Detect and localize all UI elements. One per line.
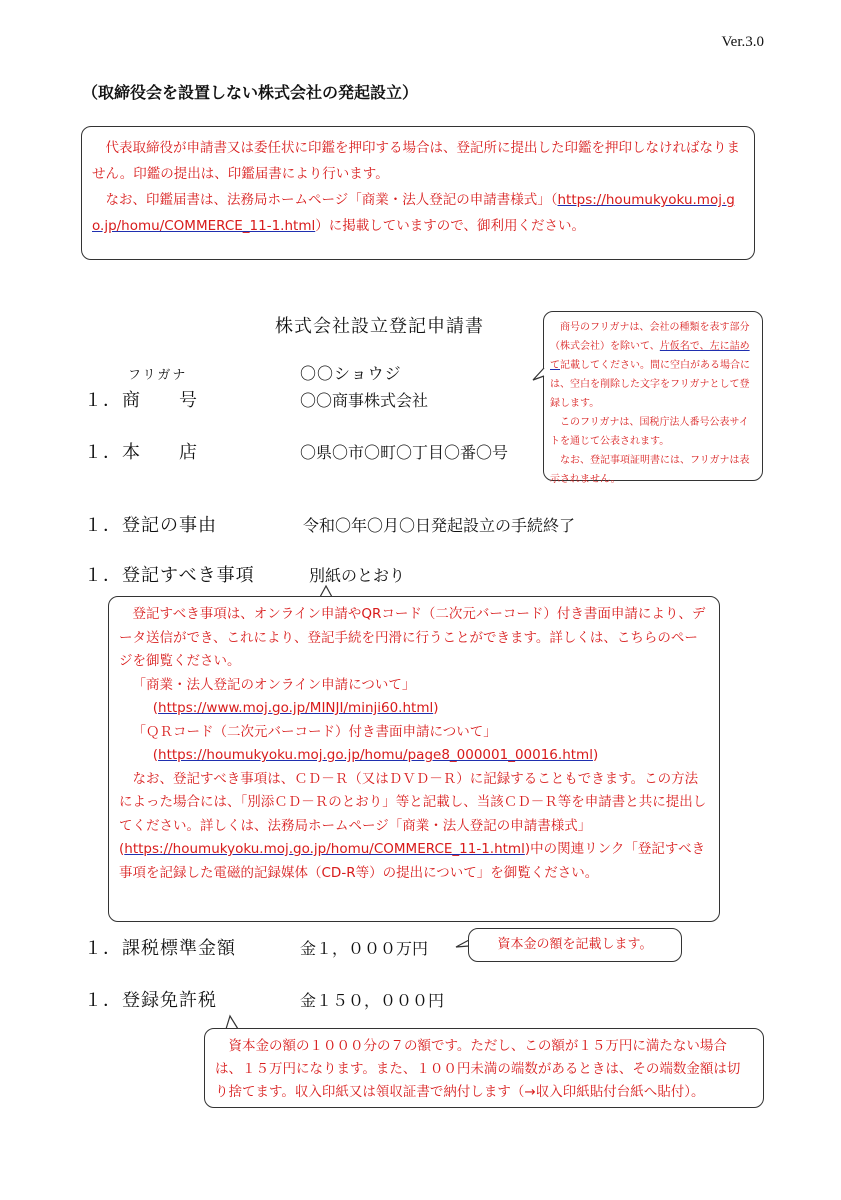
furigana-note-text-1 <box>550 318 756 413</box>
items-note-text-2-pre: なお、登記すべき事項は、ＣＤ－Ｒ（又はＤＶＤ－Ｒ）に記録することもできます。この方法によった場合には、「別添ＣＤ－Ｒのとおり」等と記載し、当該ＣＤ－Ｒ等を申請書と共に提出してください。詳しくは、法務局ホームページ「商業・法人登記の申請書様式」( <box>119 770 707 857</box>
online-application-link-line: (https://www.moj.go.jp/MINJI/minji60.html) <box>152 700 439 716</box>
version-label: Ver.3.0 <box>721 34 764 50</box>
registration-items-note <box>108 596 720 922</box>
seal-note-text-2-pre: なお、印鑑届書は、法務局ホームページ「商業・法人登記の申請書様式」（ <box>105 192 558 208</box>
document-title: 株式会社設立登記申請書 <box>275 316 484 337</box>
furigana-note-pre: 商号のフリガナは、会社の種類を表す部分（株式会社）を除いて、 <box>550 322 750 352</box>
license-tax-note <box>204 1028 764 1108</box>
license-tax-label: １．登録免許税 <box>84 990 217 1011</box>
capital-note: 資本金の額を記載します。 <box>468 928 682 962</box>
qr-application-link[interactable]: https://houmukyoku.moj.go.jp/homu/page8_000001_00016.html <box>158 747 593 763</box>
qr-application-title: 「ＱＲコード（二次元バーコード）付き書面申請について」 <box>132 723 497 740</box>
furigana-note-post: 記載してください。間に空白がある場合には、空白を削除した文字をフリガナとして登録します。 <box>550 360 750 409</box>
online-application-title: 「商業・法人登記のオンライン申請について」 <box>132 676 416 693</box>
trade-name-label: １．商 号 <box>84 390 198 411</box>
matters-value: 別紙のとおり <box>309 566 406 585</box>
seal-note-text-2-post: ）に掲載していますので、御利用ください。 <box>315 218 585 234</box>
matters-label: １．登記すべき事項 <box>84 565 255 586</box>
furigana-label: フリガナ <box>128 368 188 383</box>
commerce-forms-link[interactable]: https://houmukyoku.moj.go.jp/homu/COMMERCE_11-1.html <box>92 192 735 234</box>
furigana-note-emphasis: 片仮名で、左に詰めて <box>550 341 750 371</box>
taxable-amount-value: 金１，０００万円 <box>300 939 429 958</box>
furigana-note-text-2: このフリガナは、国税庁法人番号公表サイトを通じて公表されます。 <box>550 417 749 447</box>
taxable-amount-label: １．課税標準金額 <box>84 938 236 959</box>
document-subtitle: （取締役会を設置しない株式会社の発起設立） <box>82 83 419 102</box>
online-application-link[interactable]: https://www.moj.go.jp/MINJI/minji60.html <box>158 700 434 716</box>
furigana-note <box>543 311 763 485</box>
items-note-text-1: 登記すべき事項は、オンライン申請やQRコード（二次元バーコード）付き書面申請により、データ送信ができ、これにより、登記手続を円滑に行うことができます。詳しくは、こちらのページを御覧ください。 <box>119 606 706 669</box>
furigana-note-pointer <box>533 368 553 388</box>
commerce-forms-link-2[interactable]: https://houmukyoku.moj.go.jp/homu/COMMERCE_11-1.html <box>124 841 525 857</box>
head-office-label: １．本 店 <box>84 442 198 463</box>
license-tax-note-text: 資本金の額の１０００分の７の額です。ただし、この額が１５万円に満たない場合は、１５万円になります。また、１００円未満の端数があるときは、その端数金額は切り捨てます。収入印紙又は領収証書で納付します（→収入印紙貼付台紙へ貼付）。 <box>215 1038 741 1100</box>
seal-note <box>81 126 755 260</box>
qr-application-link-line: (https://houmukyoku.moj.go.jp/homu/page8_000001_00016.html) <box>152 747 599 763</box>
items-note-text-2 <box>119 768 709 886</box>
reason-value: 令和〇年〇月〇日発起設立の手続終了 <box>303 516 576 535</box>
seal-note-text-1: 代表取締役が申請書又は委任状に印鑑を押印する場合は、登記所に提出した印鑑を押印しなければなりません。印鑑の提出は、印鑑届書により行います。 <box>92 140 740 182</box>
trade-name-value: 〇〇商事株式会社 <box>300 391 429 410</box>
seal-note-text-2 <box>92 187 744 239</box>
head-office-value: 〇県〇市〇町〇丁目〇番〇号 <box>300 443 509 462</box>
furigana-note-text-3: なお、登記事項証明書には、フリガナは表示されません。 <box>550 455 750 485</box>
license-tax-value: 金１５０，０００円 <box>300 991 445 1010</box>
items-note-text-2-post: )中の関連リンク「登記すべき事項を記録した電磁的記録媒体（CD-R等）の提出について」を御覧ください。 <box>119 841 706 881</box>
reason-label: １．登記の事由 <box>84 515 217 536</box>
furigana-value: 〇〇ショウジ <box>300 364 402 383</box>
